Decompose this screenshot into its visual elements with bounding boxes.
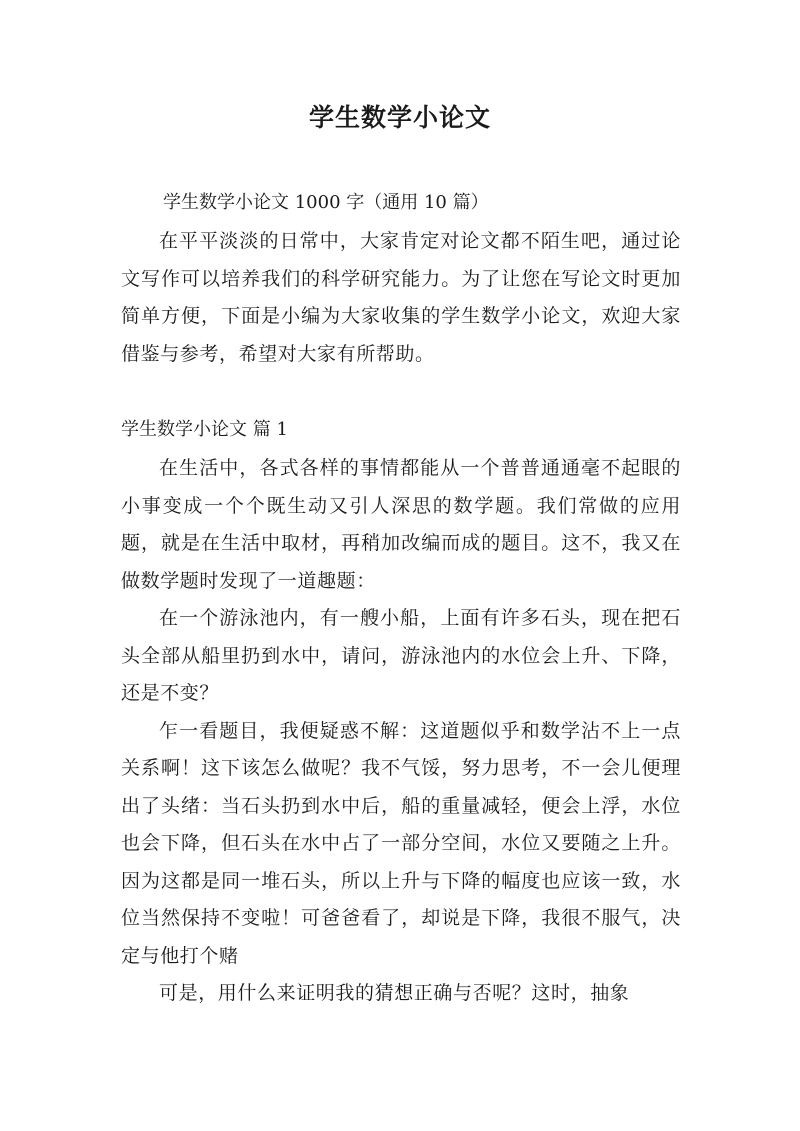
- intro-block: [121, 223, 681, 373]
- document-subtitle: 学生数学小论文 1000 字（通用 10 篇）: [163, 192, 489, 213]
- section-paragraph: 在一个游泳池内，有一艘小船，上面有许多石头，现在把石头全部从船里扔到水中，请问，游泳池内的水位会上升、下降，还是不变？: [121, 607, 681, 704]
- section-heading: 学生数学小论文 篇 1: [121, 419, 288, 440]
- section-paragraph: 乍一看题目，我便疑惑不解：这道题似乎和数学沾不上一点关系啊！这下该怎么做呢？我不气馁，努力思考，不一会儿便理出了头绪：当石头扔到水中后，船的重量减轻，便会上浮，水位也会下降，但石头在水中占了一部分空间，水位又要随之上升。因为这都是同一堆石头，所以上升与下降的幅度也应该一致，水位当然保持不变啦！可爸爸看了，却说是下降，我很不服气，决定与他打个赌: [121, 719, 681, 967]
- intro-paragraph: 在平平淡淡的日常中，大家肯定对论文都不陌生吧，通过论文写作可以培养我们的科学研究能力。为了让您在写论文时更加简单方便，下面是小编为大家收集的学生数学小论文，欢迎大家借鉴与参考，希望对大家有所帮助。: [121, 230, 681, 365]
- section-body: [121, 450, 681, 1013]
- document-title: 学生数学小论文: [308, 103, 491, 132]
- section-paragraph: 可是，用什么来证明我的猜想正确与否呢？这时，抽象: [159, 982, 630, 1004]
- section-paragraph: 在生活中，各式各样的事情都能从一个普普通通毫不起眼的小事变成一个个既生动又引人深思的数学题。我们常做的应用题，就是在生活中取材，再稍加改编而成的题目。这不，我又在做数学题时发现了一道趣题：: [121, 457, 681, 592]
